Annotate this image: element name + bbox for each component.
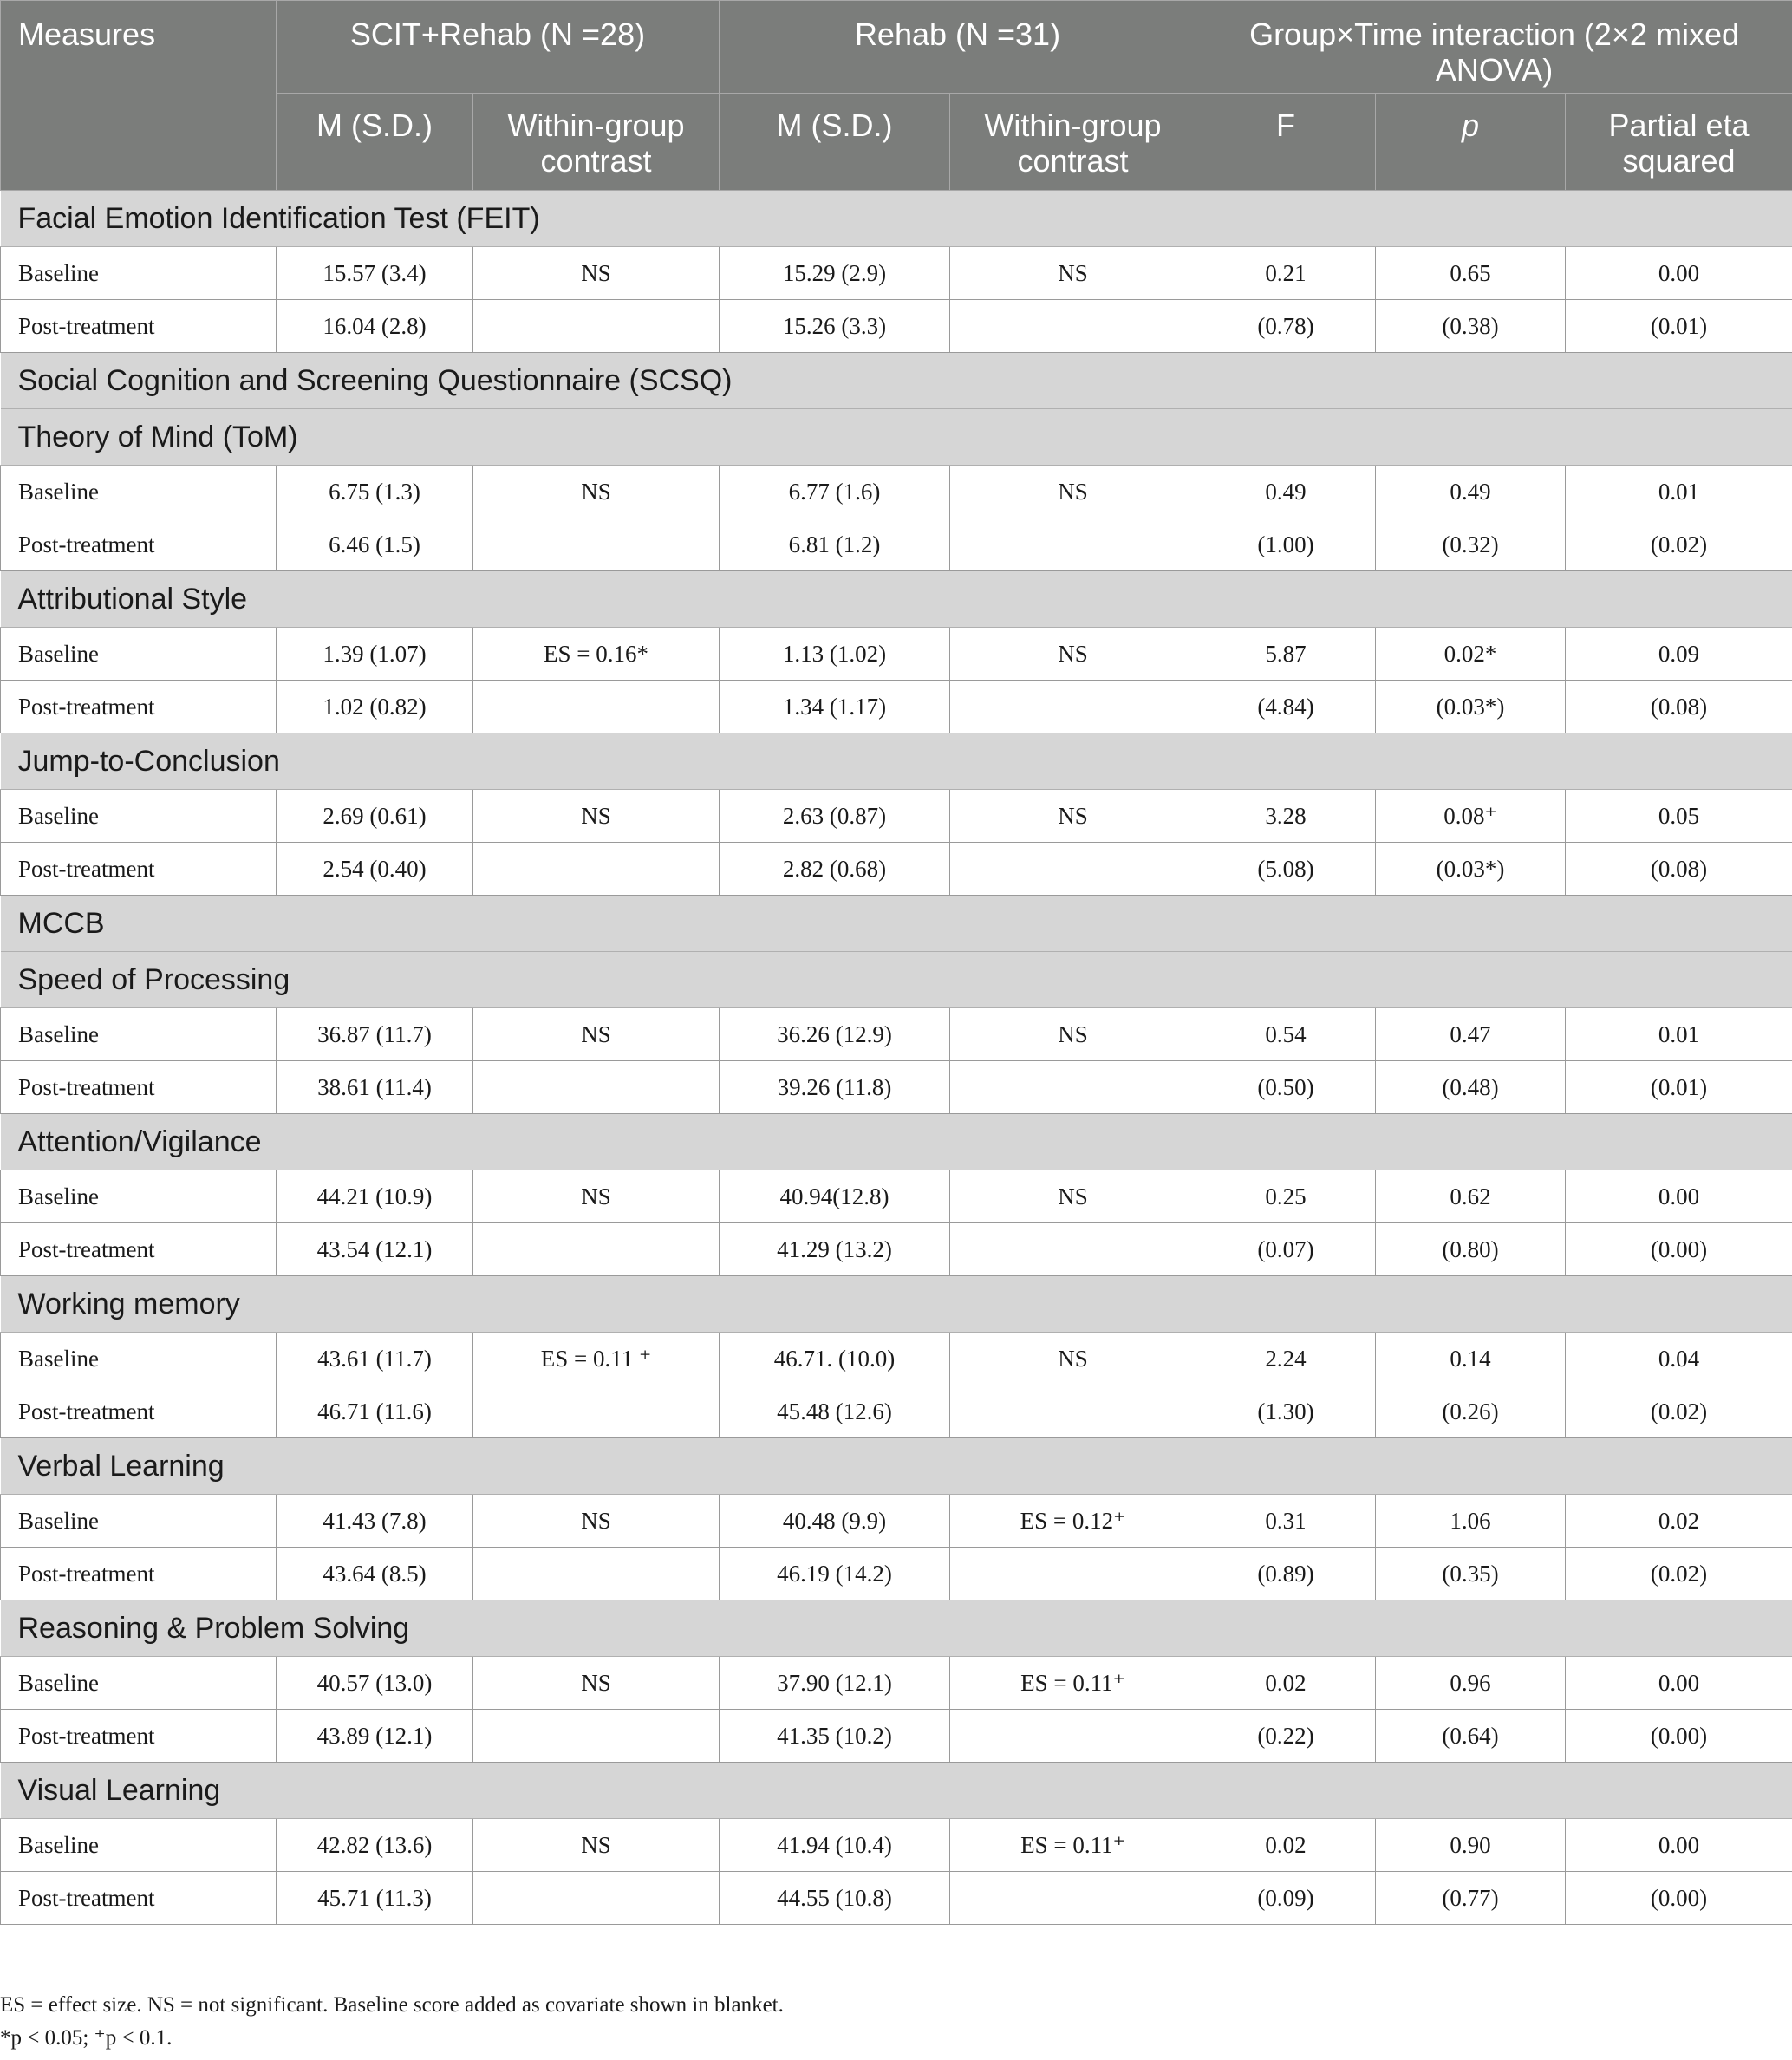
- table-row: [1, 1223, 1792, 1276]
- cell-group1-msd: 42.82 (13.6): [277, 1819, 473, 1872]
- cell-group1-msd: 46.71 (11.6): [277, 1385, 473, 1438]
- cell-f-value: 0.21: [1196, 247, 1376, 300]
- cell-label: Post-treatment: [1, 843, 277, 896]
- section-row: [1, 1438, 1792, 1495]
- cell-group2-within: [950, 1061, 1196, 1114]
- cell-group2-msd: 41.35 (10.2): [720, 1710, 950, 1763]
- cell-group2-msd: 40.48 (9.9): [720, 1495, 950, 1548]
- cell-group1-msd: 2.54 (0.40): [277, 843, 473, 896]
- cell-label: Baseline: [1, 247, 277, 300]
- cell-group1-msd: 45.71 (11.3): [277, 1872, 473, 1925]
- cell-group2-within: NS: [950, 790, 1196, 843]
- cell-partial-eta: 0.01: [1566, 466, 1792, 518]
- cell-group2-within: [950, 1385, 1196, 1438]
- cell-p-value: 1.06: [1376, 1495, 1566, 1548]
- cell-group2-msd: 2.82 (0.68): [720, 843, 950, 896]
- cell-group1-within: NS: [473, 1495, 720, 1548]
- cell-p-value: 0.02*: [1376, 628, 1566, 681]
- cell-group2-within: [950, 518, 1196, 571]
- cell-group2-within: NS: [950, 1333, 1196, 1385]
- table-row: [1, 1061, 1792, 1114]
- section-row: [1, 1763, 1792, 1819]
- cell-f-value: (1.00): [1196, 518, 1376, 571]
- cell-partial-eta: 0.02: [1566, 1495, 1792, 1548]
- cell-partial-eta: 0.04: [1566, 1333, 1792, 1385]
- cell-group2-within: NS: [950, 1008, 1196, 1061]
- cell-partial-eta: (0.02): [1566, 1385, 1792, 1438]
- cell-group2-within: ES = 0.11⁺: [950, 1819, 1196, 1872]
- cell-partial-eta: (0.02): [1566, 1548, 1792, 1600]
- section-label: Attention/Vigilance: [1, 1114, 1792, 1170]
- table-row: [1, 790, 1792, 843]
- cell-label: Baseline: [1, 1819, 277, 1872]
- cell-group2-msd: 6.77 (1.6): [720, 466, 950, 518]
- cell-label: Baseline: [1, 1657, 277, 1710]
- cell-group1-within: NS: [473, 1819, 720, 1872]
- cell-f-value: 0.25: [1196, 1170, 1376, 1223]
- footnotes: [0, 1989, 784, 2055]
- cell-group1-within: NS: [473, 1008, 720, 1061]
- cell-partial-eta: 0.00: [1566, 247, 1792, 300]
- cell-group1-within: NS: [473, 466, 720, 518]
- cell-partial-eta: (0.01): [1566, 1061, 1792, 1114]
- cell-f-value: (0.22): [1196, 1710, 1376, 1763]
- section-label: Visual Learning: [1, 1763, 1792, 1819]
- cell-group2-msd: 37.90 (12.1): [720, 1657, 950, 1710]
- table-row: [1, 1548, 1792, 1600]
- cell-label: Baseline: [1, 628, 277, 681]
- cell-group2-msd: 15.26 (3.3): [720, 300, 950, 353]
- cell-f-value: (0.50): [1196, 1061, 1376, 1114]
- header-msd-group2: M (S.D.): [720, 94, 950, 191]
- table-row: [1, 628, 1792, 681]
- cell-group1-within: [473, 1223, 720, 1276]
- cell-partial-eta: 0.00: [1566, 1657, 1792, 1710]
- cell-group1-within: NS: [473, 1657, 720, 1710]
- cell-group2-msd: 39.26 (11.8): [720, 1061, 950, 1114]
- header-p: p: [1376, 94, 1566, 191]
- section-label: Verbal Learning: [1, 1438, 1792, 1495]
- cell-p-value: (0.03*): [1376, 681, 1566, 733]
- cell-partial-eta: (0.00): [1566, 1223, 1792, 1276]
- cell-group2-msd: 45.48 (12.6): [720, 1385, 950, 1438]
- cell-p-value: 0.96: [1376, 1657, 1566, 1710]
- cell-group1-msd: 43.61 (11.7): [277, 1333, 473, 1385]
- section-row: [1, 571, 1792, 628]
- section-row: [1, 896, 1792, 952]
- header-group-rehab: Rehab (N =31): [720, 1, 1196, 94]
- cell-label: Baseline: [1, 1333, 277, 1385]
- cell-f-value: (0.89): [1196, 1548, 1376, 1600]
- cell-group2-within: [950, 1548, 1196, 1600]
- section-label: MCCB: [1, 896, 1792, 952]
- table-row: [1, 681, 1792, 733]
- header-interaction: Group×Time interaction (2×2 mixed ANOVA): [1196, 1, 1792, 94]
- cell-group1-within: NS: [473, 247, 720, 300]
- table-header: [1, 1, 1792, 191]
- cell-partial-eta: 0.00: [1566, 1819, 1792, 1872]
- cell-p-value: 0.62: [1376, 1170, 1566, 1223]
- cell-group2-msd: 1.34 (1.17): [720, 681, 950, 733]
- cell-group1-msd: 43.89 (12.1): [277, 1710, 473, 1763]
- cell-group1-within: ES = 0.11 ⁺: [473, 1333, 720, 1385]
- cell-group1-within: [473, 843, 720, 896]
- header-eta: Partial eta squared: [1566, 94, 1792, 191]
- header-f: F: [1196, 94, 1376, 191]
- table-row: [1, 1819, 1792, 1872]
- cell-partial-eta: (0.08): [1566, 843, 1792, 896]
- cell-p-value: (0.32): [1376, 518, 1566, 571]
- cell-f-value: 0.31: [1196, 1495, 1376, 1548]
- section-label: Reasoning & Problem Solving: [1, 1600, 1792, 1657]
- table-row: [1, 466, 1792, 518]
- cell-partial-eta: (0.02): [1566, 518, 1792, 571]
- cell-group2-within: [950, 1872, 1196, 1925]
- cell-group1-within: [473, 300, 720, 353]
- cell-group1-within: [473, 1548, 720, 1600]
- section-row: [1, 353, 1792, 409]
- cell-f-value: 5.87: [1196, 628, 1376, 681]
- cell-p-value: (0.26): [1376, 1385, 1566, 1438]
- cell-group2-msd: 40.94(12.8): [720, 1170, 950, 1223]
- header-within-group1: Within-group contrast: [473, 94, 720, 191]
- cell-group2-msd: 36.26 (12.9): [720, 1008, 950, 1061]
- table-row: [1, 1008, 1792, 1061]
- cell-p-value: 0.14: [1376, 1333, 1566, 1385]
- section-label: Speed of Processing: [1, 952, 1792, 1008]
- cell-group2-within: [950, 300, 1196, 353]
- cell-group2-msd: 6.81 (1.2): [720, 518, 950, 571]
- cell-group1-msd: 2.69 (0.61): [277, 790, 473, 843]
- cell-group1-msd: 16.04 (2.8): [277, 300, 473, 353]
- cell-group1-msd: 1.02 (0.82): [277, 681, 473, 733]
- cell-p-value: (0.77): [1376, 1872, 1566, 1925]
- section-row: [1, 1276, 1792, 1333]
- cell-group1-within: NS: [473, 790, 720, 843]
- cell-p-value: (0.80): [1376, 1223, 1566, 1276]
- cell-f-value: 0.54: [1196, 1008, 1376, 1061]
- cell-f-value: (0.07): [1196, 1223, 1376, 1276]
- cell-group1-within: [473, 1385, 720, 1438]
- cell-label: Post-treatment: [1, 300, 277, 353]
- cell-group2-within: [950, 1223, 1196, 1276]
- cell-p-value: (0.38): [1376, 300, 1566, 353]
- cell-group2-within: ES = 0.12⁺: [950, 1495, 1196, 1548]
- cell-p-value: (0.48): [1376, 1061, 1566, 1114]
- section-label: Facial Emotion Identification Test (FEIT): [1, 191, 1792, 247]
- cell-label: Post-treatment: [1, 1548, 277, 1600]
- cell-label: Post-treatment: [1, 1872, 277, 1925]
- cell-label: Baseline: [1, 1008, 277, 1061]
- cell-group1-within: [473, 1872, 720, 1925]
- footnote-abbreviations: ES = effect size. NS = not significant. Baseline score added as covariate shown in blanket.: [0, 1993, 784, 2017]
- cell-label: Post-treatment: [1, 1385, 277, 1438]
- cell-group1-within: [473, 1061, 720, 1114]
- section-row: [1, 1114, 1792, 1170]
- cell-group2-msd: 46.19 (14.2): [720, 1548, 950, 1600]
- section-row: [1, 409, 1792, 466]
- cell-f-value: (0.78): [1196, 300, 1376, 353]
- cell-group1-within: [473, 681, 720, 733]
- cell-group2-msd: 1.13 (1.02): [720, 628, 950, 681]
- cell-group2-within: NS: [950, 628, 1196, 681]
- cell-p-value: 0.49: [1376, 466, 1566, 518]
- section-label: Jump-to-Conclusion: [1, 733, 1792, 790]
- cell-group1-msd: 44.21 (10.9): [277, 1170, 473, 1223]
- cell-label: Post-treatment: [1, 1710, 277, 1763]
- cell-label: Post-treatment: [1, 1061, 277, 1114]
- cell-group1-within: [473, 1710, 720, 1763]
- table-row: [1, 843, 1792, 896]
- cell-group1-msd: 41.43 (7.8): [277, 1495, 473, 1548]
- header-msd-group1: M (S.D.): [277, 94, 473, 191]
- cell-f-value: 0.02: [1196, 1657, 1376, 1710]
- table-row: [1, 1710, 1792, 1763]
- cell-label: Baseline: [1, 790, 277, 843]
- cell-group1-msd: 40.57 (13.0): [277, 1657, 473, 1710]
- cell-group1-msd: 38.61 (11.4): [277, 1061, 473, 1114]
- cell-group2-msd: 44.55 (10.8): [720, 1872, 950, 1925]
- cell-group2-msd: 46.71. (10.0): [720, 1333, 950, 1385]
- section-label: Social Cognition and Screening Questionnaire (SCSQ): [1, 353, 1792, 409]
- cell-group2-within: [950, 1710, 1196, 1763]
- table-row: [1, 1657, 1792, 1710]
- section-row: [1, 1600, 1792, 1657]
- cell-partial-eta: 0.05: [1566, 790, 1792, 843]
- cell-group1-msd: 15.57 (3.4): [277, 247, 473, 300]
- section-row: [1, 191, 1792, 247]
- header-measures: Measures: [1, 1, 277, 191]
- cell-partial-eta: 0.00: [1566, 1170, 1792, 1223]
- cell-p-value: (0.64): [1376, 1710, 1566, 1763]
- table-row: [1, 1170, 1792, 1223]
- table-body: [1, 191, 1792, 1925]
- cell-partial-eta: 0.09: [1566, 628, 1792, 681]
- cell-group2-within: NS: [950, 1170, 1196, 1223]
- section-row: [1, 733, 1792, 790]
- section-label: Working memory: [1, 1276, 1792, 1333]
- cell-label: Baseline: [1, 1170, 277, 1223]
- cell-group2-within: NS: [950, 466, 1196, 518]
- cell-partial-eta: (0.01): [1566, 300, 1792, 353]
- cell-group1-msd: 36.87 (11.7): [277, 1008, 473, 1061]
- cell-p-value: 0.65: [1376, 247, 1566, 300]
- cell-p-value: 0.90: [1376, 1819, 1566, 1872]
- cell-p-value: (0.35): [1376, 1548, 1566, 1600]
- table-row: [1, 1872, 1792, 1925]
- cell-group2-msd: 41.29 (13.2): [720, 1223, 950, 1276]
- section-label: Theory of Mind (ToM): [1, 409, 1792, 466]
- cell-group2-msd: 2.63 (0.87): [720, 790, 950, 843]
- section-row: [1, 952, 1792, 1008]
- cell-f-value: 0.49: [1196, 466, 1376, 518]
- table-row: [1, 518, 1792, 571]
- header-group-scit-rehab: SCIT+Rehab (N =28): [277, 1, 720, 94]
- cell-group1-within: ES = 0.16*: [473, 628, 720, 681]
- cell-group1-within: NS: [473, 1170, 720, 1223]
- cell-group2-msd: 41.94 (10.4): [720, 1819, 950, 1872]
- cell-label: Baseline: [1, 466, 277, 518]
- header-within-group2: Within-group contrast: [950, 94, 1196, 191]
- table-row: [1, 1385, 1792, 1438]
- table-row: [1, 1495, 1792, 1548]
- cell-group2-within: ES = 0.11⁺: [950, 1657, 1196, 1710]
- cell-group1-msd: 43.64 (8.5): [277, 1548, 473, 1600]
- cell-group2-within: [950, 681, 1196, 733]
- section-label: Attributional Style: [1, 571, 1792, 628]
- cell-label: Baseline: [1, 1495, 277, 1548]
- cell-label: Post-treatment: [1, 518, 277, 571]
- cell-f-value: (1.30): [1196, 1385, 1376, 1438]
- cell-p-value: (0.03*): [1376, 843, 1566, 896]
- cell-f-value: (0.09): [1196, 1872, 1376, 1925]
- cell-f-value: 3.28: [1196, 790, 1376, 843]
- cell-f-value: (5.08): [1196, 843, 1376, 896]
- cell-group2-within: NS: [950, 247, 1196, 300]
- cell-f-value: 0.02: [1196, 1819, 1376, 1872]
- cell-group1-msd: 43.54 (12.1): [277, 1223, 473, 1276]
- cell-partial-eta: (0.08): [1566, 681, 1792, 733]
- cell-label: Post-treatment: [1, 681, 277, 733]
- table-row: [1, 1333, 1792, 1385]
- cell-group1-within: [473, 518, 720, 571]
- cell-f-value: (4.84): [1196, 681, 1376, 733]
- footnote-significance: *p < 0.05; ⁺p < 0.1.: [0, 2026, 173, 2050]
- cell-label: Post-treatment: [1, 1223, 277, 1276]
- cell-p-value: 0.08⁺: [1376, 790, 1566, 843]
- cell-group1-msd: 1.39 (1.07): [277, 628, 473, 681]
- cell-partial-eta: (0.00): [1566, 1710, 1792, 1763]
- cell-partial-eta: (0.00): [1566, 1872, 1792, 1925]
- cell-group2-within: [950, 843, 1196, 896]
- cell-group1-msd: 6.75 (1.3): [277, 466, 473, 518]
- cell-p-value: 0.47: [1376, 1008, 1566, 1061]
- cell-group1-msd: 6.46 (1.5): [277, 518, 473, 571]
- cell-f-value: 2.24: [1196, 1333, 1376, 1385]
- cell-group2-msd: 15.29 (2.9): [720, 247, 950, 300]
- table-row: [1, 247, 1792, 300]
- cell-partial-eta: 0.01: [1566, 1008, 1792, 1061]
- table-row: [1, 300, 1792, 353]
